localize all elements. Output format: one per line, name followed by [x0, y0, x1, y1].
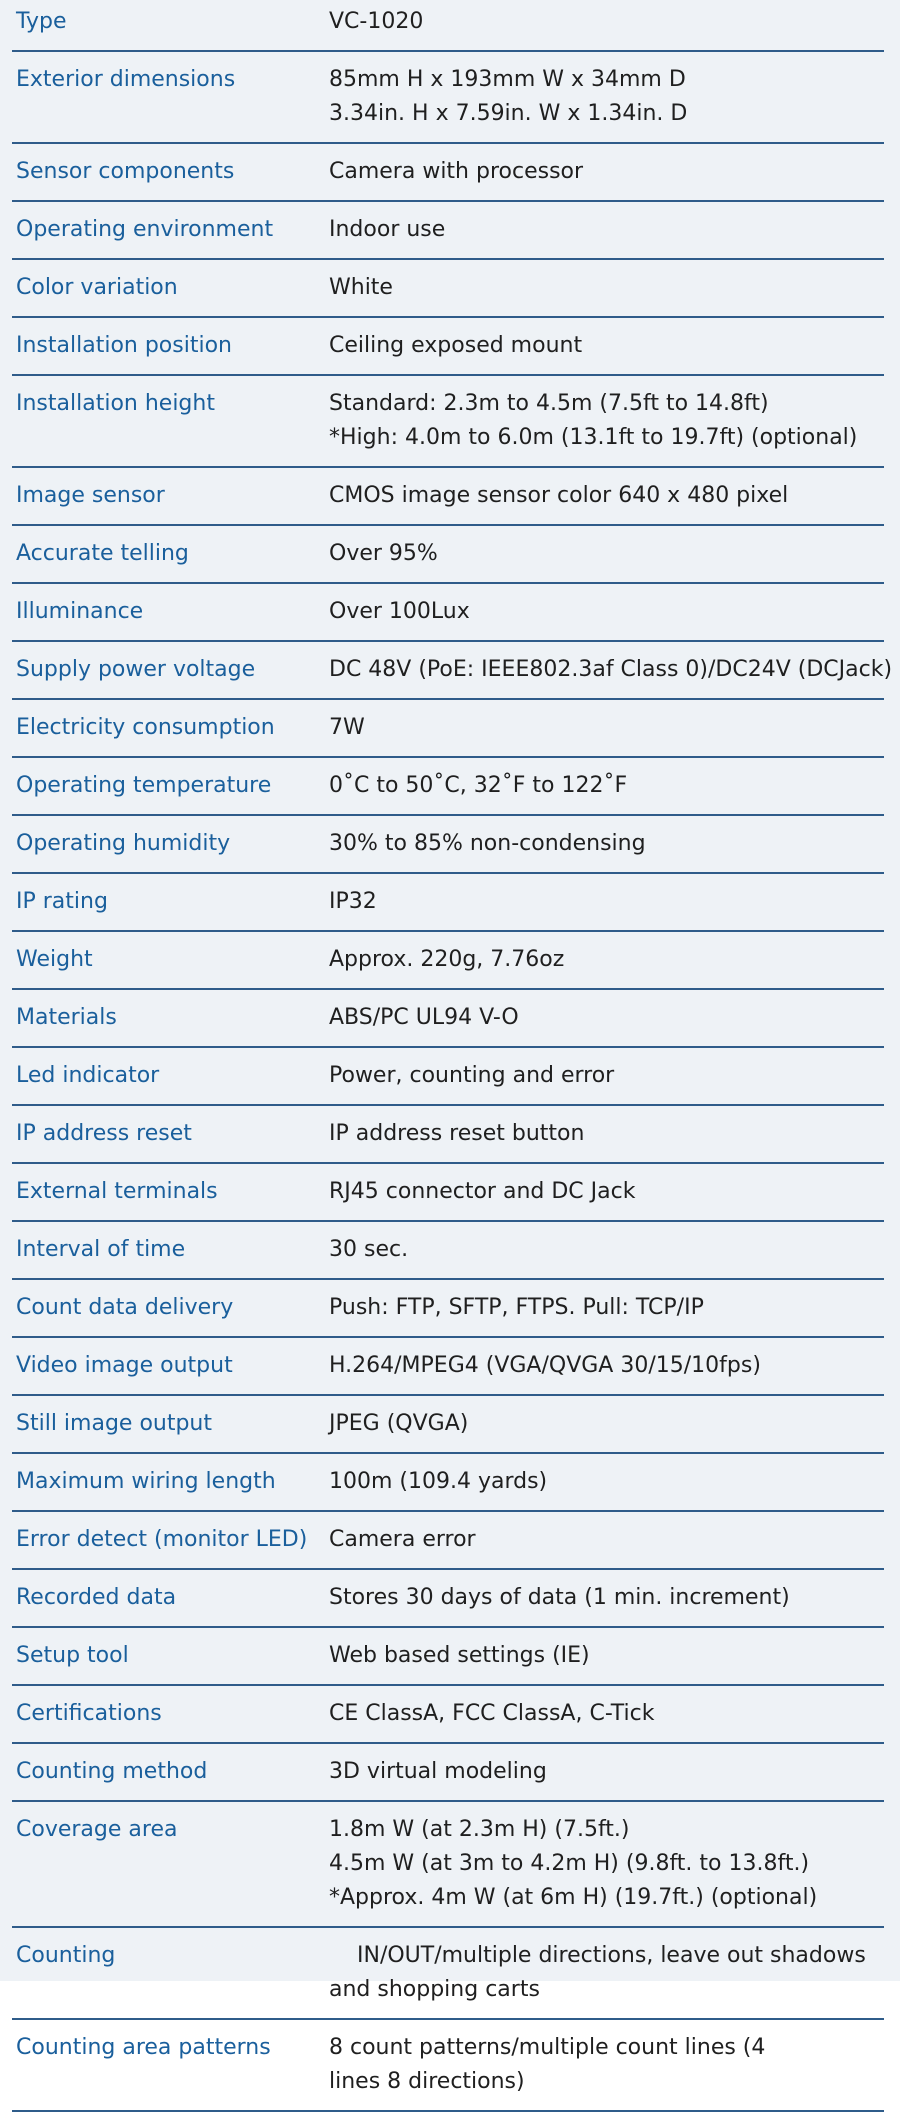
spec-label: Coverage area: [12, 1801, 325, 1927]
spec-table: [12, 0, 893, 2112]
spec-value: [325, 989, 884, 1047]
spec-value-line: Stores 30 days of data (1 min. increment): [329, 1585, 790, 1610]
spec-value-line: ABS/PC UL94 V-O: [329, 1005, 519, 1030]
spec-value-line: 0˚C to 50˚C, 32˚F to 122˚F: [329, 773, 628, 798]
spec-label: Counting area patterns: [12, 2019, 325, 2111]
spec-value-line: Web based settings (IE): [329, 1643, 590, 1668]
spec-label: Operating humidity: [12, 815, 325, 873]
spec-label: Sensor components: [12, 143, 325, 201]
spec-label: Supply power voltage: [12, 641, 325, 699]
spec-value-line: CE ClassA, FCC ClassA, C-Tick: [329, 1701, 655, 1726]
spec-label: Exterior dimensions: [12, 51, 325, 143]
spec-row: [12, 873, 884, 931]
spec-label: Operating temperature: [12, 757, 325, 815]
spec-value-line: 3D virtual modeling: [329, 1759, 547, 1784]
spec-label: Type: [12, 0, 325, 51]
spec-label: Operating environment: [12, 201, 325, 259]
spec-label: Installation height: [12, 375, 325, 467]
spec-row: [12, 2019, 884, 2111]
spec-value-line: lines 8 directions): [329, 2069, 525, 2094]
spec-label: Counting: [12, 1927, 325, 2019]
spec-value: [325, 375, 884, 467]
spec-value-line: 4.5m W (at 3m to 4.2m H) (9.8ft. to 13.8ft.): [329, 1851, 810, 1876]
spec-value: [325, 1927, 884, 2019]
spec-value: [325, 201, 884, 259]
spec-value: [325, 699, 884, 757]
spec-value: [325, 525, 884, 583]
spec-value-line: 3.34in. H x 7.59in. W x 1.34in. D: [329, 101, 688, 126]
spec-row: [12, 583, 884, 641]
spec-label: Interval of time: [12, 1221, 325, 1279]
spec-row: [12, 699, 884, 757]
spec-row: [12, 259, 884, 317]
spec-row: [12, 0, 884, 51]
spec-row: [12, 1395, 884, 1453]
spec-value-line: 1.8m W (at 2.3m H) (7.5ft.): [329, 1817, 630, 1842]
spec-value-line: JPEG (QVGA): [329, 1411, 469, 1436]
spec-row: [12, 143, 884, 201]
spec-value: [325, 1337, 884, 1395]
spec-label: Maximum wiring length: [12, 1453, 325, 1511]
spec-label: Video image output: [12, 1337, 325, 1395]
spec-row: [12, 467, 884, 525]
spec-value-line: Indoor use: [329, 217, 446, 242]
spec-value: [325, 1685, 884, 1743]
spec-value-line: Approx. 220g, 7.76oz: [329, 947, 565, 972]
spec-value-line: Push: FTP, SFTP, FTPS. Pull: TCP/IP: [329, 1295, 704, 1320]
spec-row: [12, 525, 884, 583]
spec-row: [12, 375, 884, 467]
spec-label: Electricity consumption: [12, 699, 325, 757]
spec-value: [325, 1105, 884, 1163]
spec-row: [12, 1511, 884, 1569]
spec-label: External terminals: [12, 1163, 325, 1221]
spec-value: [325, 1627, 884, 1685]
spec-value-line: 30% to 85% non-condensing: [329, 831, 646, 856]
spec-row: [12, 51, 884, 143]
spec-value: [325, 317, 884, 375]
spec-value: [325, 1801, 884, 1927]
spec-label: Image sensor: [12, 467, 325, 525]
spec-value-line: Power, counting and error: [329, 1063, 615, 1088]
spec-value-line: Camera error: [329, 1527, 476, 1552]
spec-row: [12, 201, 884, 259]
spec-value: [325, 143, 884, 201]
spec-value-line: and shopping carts: [329, 1977, 540, 2002]
spec-value: [325, 51, 884, 143]
spec-row: [12, 1627, 884, 1685]
spec-value-line: Standard: 2.3m to 4.5m (7.5ft to 14.8ft): [329, 391, 769, 416]
spec-row: [12, 931, 884, 989]
spec-value: [325, 1047, 884, 1105]
spec-label: Certifications: [12, 1685, 325, 1743]
spec-value: [325, 583, 884, 641]
spec-value: [325, 0, 884, 51]
spec-value: [325, 1279, 884, 1337]
spec-row: [12, 815, 884, 873]
spec-row: [12, 1927, 884, 2019]
spec-value: [325, 1511, 884, 1569]
spec-value-line: Camera with processor: [329, 159, 584, 184]
spec-value: [325, 1163, 884, 1221]
spec-row: [12, 757, 884, 815]
spec-label: Illuminance: [12, 583, 325, 641]
spec-value: [325, 2019, 884, 2111]
spec-value: [325, 1221, 884, 1279]
spec-row: [12, 1105, 884, 1163]
spec-label: Count data delivery: [12, 1279, 325, 1337]
spec-table-body: [12, 0, 893, 2111]
spec-value-line: 100m (109.4 yards): [329, 1469, 548, 1494]
spec-row: [12, 1221, 884, 1279]
spec-row: [12, 1337, 884, 1395]
spec-row: [12, 1685, 884, 1743]
spec-value-line: 8 count patterns/multiple count lines (4: [329, 2035, 766, 2060]
spec-value-line: 85mm H x 193mm W x 34mm D: [329, 67, 686, 92]
spec-value: [325, 757, 884, 815]
spec-value-line: Ceiling exposed mount: [329, 333, 583, 358]
spec-value: [325, 1395, 884, 1453]
spec-value-line: *High: 4.0m to 6.0m (13.1ft to 19.7ft) (optional): [329, 425, 858, 450]
spec-label: Counting method: [12, 1743, 325, 1801]
spec-label: Weight: [12, 931, 325, 989]
spec-value-line: DC 48V (PoE: IEEE802.3af Class 0)/DC24V (DCJack): [329, 657, 893, 682]
spec-value-line: IP address reset button: [329, 1121, 585, 1146]
spec-label: Led indicator: [12, 1047, 325, 1105]
spec-value-line: H.264/MPEG4 (VGA/QVGA 30/15/10fps): [329, 1353, 761, 1378]
spec-label: Still image output: [12, 1395, 325, 1453]
spec-value: [325, 1453, 884, 1511]
spec-label: IP address reset: [12, 1105, 325, 1163]
spec-row: [12, 317, 884, 375]
spec-value-line: 7W: [329, 715, 365, 740]
spec-value-line: Over 100Lux: [329, 599, 470, 624]
spec-row: [12, 1743, 884, 1801]
spec-row: [12, 1453, 884, 1511]
spec-value: [325, 931, 884, 989]
spec-value: [325, 467, 884, 525]
spec-row: [12, 1569, 884, 1627]
spec-value-line: VC-1020: [329, 9, 424, 34]
spec-value-line: IP32: [329, 889, 377, 914]
spec-label: Installation position: [12, 317, 325, 375]
spec-label: Setup tool: [12, 1627, 325, 1685]
spec-row: [12, 1163, 884, 1221]
spec-value-line: Over 95%: [329, 541, 438, 566]
spec-value-line: CMOS image sensor color 640 x 480 pixel: [329, 483, 789, 508]
spec-row: [12, 989, 884, 1047]
spec-value-line: IN/OUT/multiple directions, leave out shadows: [357, 1943, 866, 1968]
spec-value-line: *Approx. 4m W (at 6m H) (19.7ft.) (optional): [329, 1885, 818, 1910]
spec-label: Accurate telling: [12, 525, 325, 583]
spec-row: [12, 641, 884, 699]
spec-row: [12, 1279, 884, 1337]
spec-value: [325, 259, 884, 317]
spec-row: [12, 1047, 884, 1105]
spec-value-line: White: [329, 275, 393, 300]
spec-value: [325, 1743, 884, 1801]
spec-label: Recorded data: [12, 1569, 325, 1627]
spec-label: Materials: [12, 989, 325, 1047]
spec-value: [325, 873, 884, 931]
spec-value-line: 30 sec.: [329, 1237, 409, 1262]
spec-label: Color variation: [12, 259, 325, 317]
spec-value-line: RJ45 connector and DC Jack: [329, 1179, 636, 1204]
spec-value: [325, 641, 893, 699]
spec-value: [325, 1569, 884, 1627]
spec-label: Error detect (monitor LED): [12, 1511, 325, 1569]
spec-label: IP rating: [12, 873, 325, 931]
spec-value: [325, 815, 884, 873]
spec-row: [12, 1801, 884, 1927]
